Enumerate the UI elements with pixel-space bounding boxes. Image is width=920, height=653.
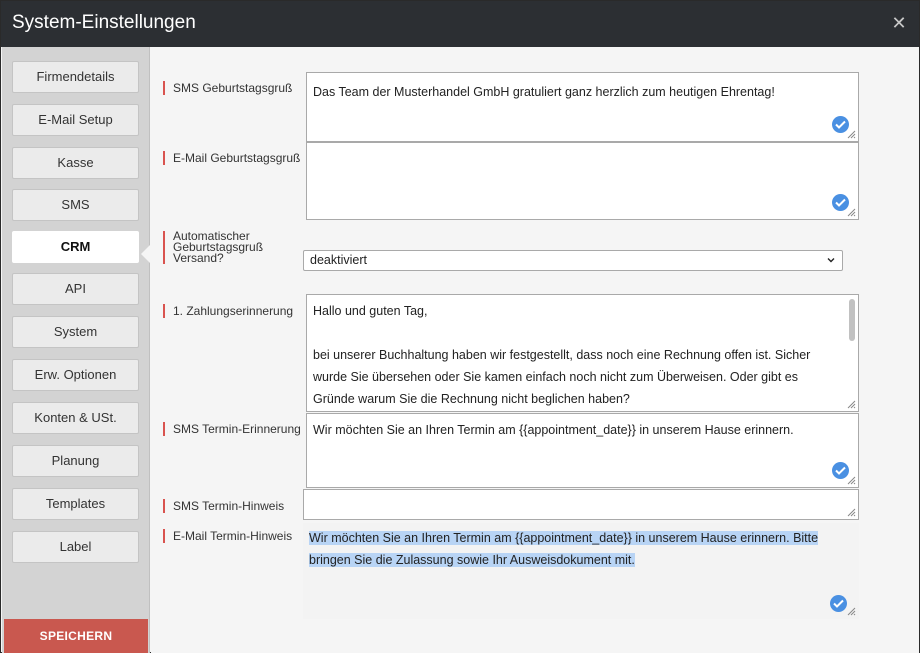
auto-birthday-selected-value: deaktiviert [310, 253, 367, 267]
sidebar-item-planung[interactable]: Planung [12, 445, 139, 477]
auto-birthday-label-line2: Geburtstagsgruß [173, 240, 264, 254]
window-title: System-Einstellungen [12, 12, 196, 33]
sms-birthday-text: Das Team der Musterhandel GmbH gratuliert ganz herzlich zum heutigen Ehrentag! [313, 85, 775, 99]
auto-birthday-label-line3: Versand? [173, 251, 224, 265]
sidebar-item-api[interactable]: API [12, 273, 139, 305]
sms-appointment-note-textarea[interactable] [303, 489, 859, 520]
email-appointment-note-textarea[interactable] [303, 523, 859, 619]
selected-text-line2: bringen Sie die Zulassung sowie Ihr Ausweisdokument mit. [309, 553, 635, 567]
sms-appointment-reminder-text: Wir möchten Sie an Ihren Termin am {{appointment_date}} in unserem Hause erinnern. [313, 423, 794, 437]
email-birthday-textarea[interactable] [306, 142, 859, 220]
sidebar-item-crm[interactable]: CRM [12, 231, 139, 263]
auto-birthday-label-line1: Automatischer [173, 229, 250, 243]
email-birthday-label: E-Mail Geburtstagsgruß [163, 151, 300, 165]
resize-handle-icon[interactable] [847, 130, 856, 139]
resize-handle-icon[interactable] [847, 400, 856, 409]
sidebar-item-label[interactable]: Label [12, 531, 139, 563]
sidebar-item-templates[interactable]: Templates [12, 488, 139, 520]
sidebar-item-firmendetails[interactable]: Firmendetails [12, 61, 139, 93]
auto-birthday-label [163, 231, 263, 264]
resize-handle-icon[interactable] [847, 607, 856, 616]
payment-reminder-text [313, 300, 840, 410]
sms-appointment-note-label: SMS Termin-Hinweis [163, 499, 284, 513]
sidebar-item-system[interactable]: System [12, 316, 139, 348]
chevron-down-icon [827, 256, 835, 264]
sidebar-item-konten-ust[interactable]: Konten & USt. [12, 402, 139, 434]
resize-handle-icon[interactable] [847, 476, 856, 485]
scrollbar-thumb[interactable] [849, 299, 855, 341]
sms-appointment-reminder-label: SMS Termin-Erinnerung [163, 422, 301, 436]
sms-birthday-label: SMS Geburtstagsgruß [163, 81, 292, 95]
resize-handle-icon[interactable] [847, 508, 856, 517]
payment-reminder-line2: bei unserer Buchhaltung haben wir festgestellt, dass noch eine Rechnung offen ist. Sicher wurde Sie übersehen oder Sie kamen einfach noch nicht zum Überweisen. Oder gibt es Gründe warum Sie die Rechnung nicht beglichen haben? [313, 348, 811, 406]
payment-reminder-label: 1. Zahlungserinnerung [163, 304, 293, 318]
active-indicator-arrow [141, 244, 151, 264]
selected-text-line1: Wir möchten Sie an Ihren Termin am {{appointment_date}} in unserem Hause erinnern. Bitte [309, 531, 819, 545]
resize-handle-icon[interactable] [847, 208, 856, 217]
sidebar [2, 47, 150, 653]
sms-appointment-reminder-textarea[interactable] [306, 413, 859, 488]
payment-reminder-textarea[interactable] [306, 294, 859, 412]
crm-settings-form [151, 47, 919, 653]
close-icon[interactable]: ✕ [891, 13, 907, 33]
email-appointment-note-label: E-Mail Termin-Hinweis [163, 529, 292, 543]
email-appointment-note-text [309, 527, 840, 571]
title-bar [1, 1, 919, 47]
sms-birthday-textarea[interactable] [306, 72, 859, 142]
sidebar-item-sms[interactable]: SMS [12, 189, 139, 221]
save-button[interactable]: SPEICHERN [4, 619, 148, 653]
auto-birthday-select[interactable] [303, 250, 843, 271]
payment-reminder-line1: Hallo und guten Tag, [313, 304, 428, 318]
blank-line [313, 322, 840, 344]
sidebar-item-erw-optionen[interactable]: Erw. Optionen [12, 359, 139, 391]
sidebar-item-email-setup[interactable]: E-Mail Setup [12, 104, 139, 136]
sidebar-item-kasse[interactable]: Kasse [12, 147, 139, 179]
check-icon [830, 595, 847, 612]
